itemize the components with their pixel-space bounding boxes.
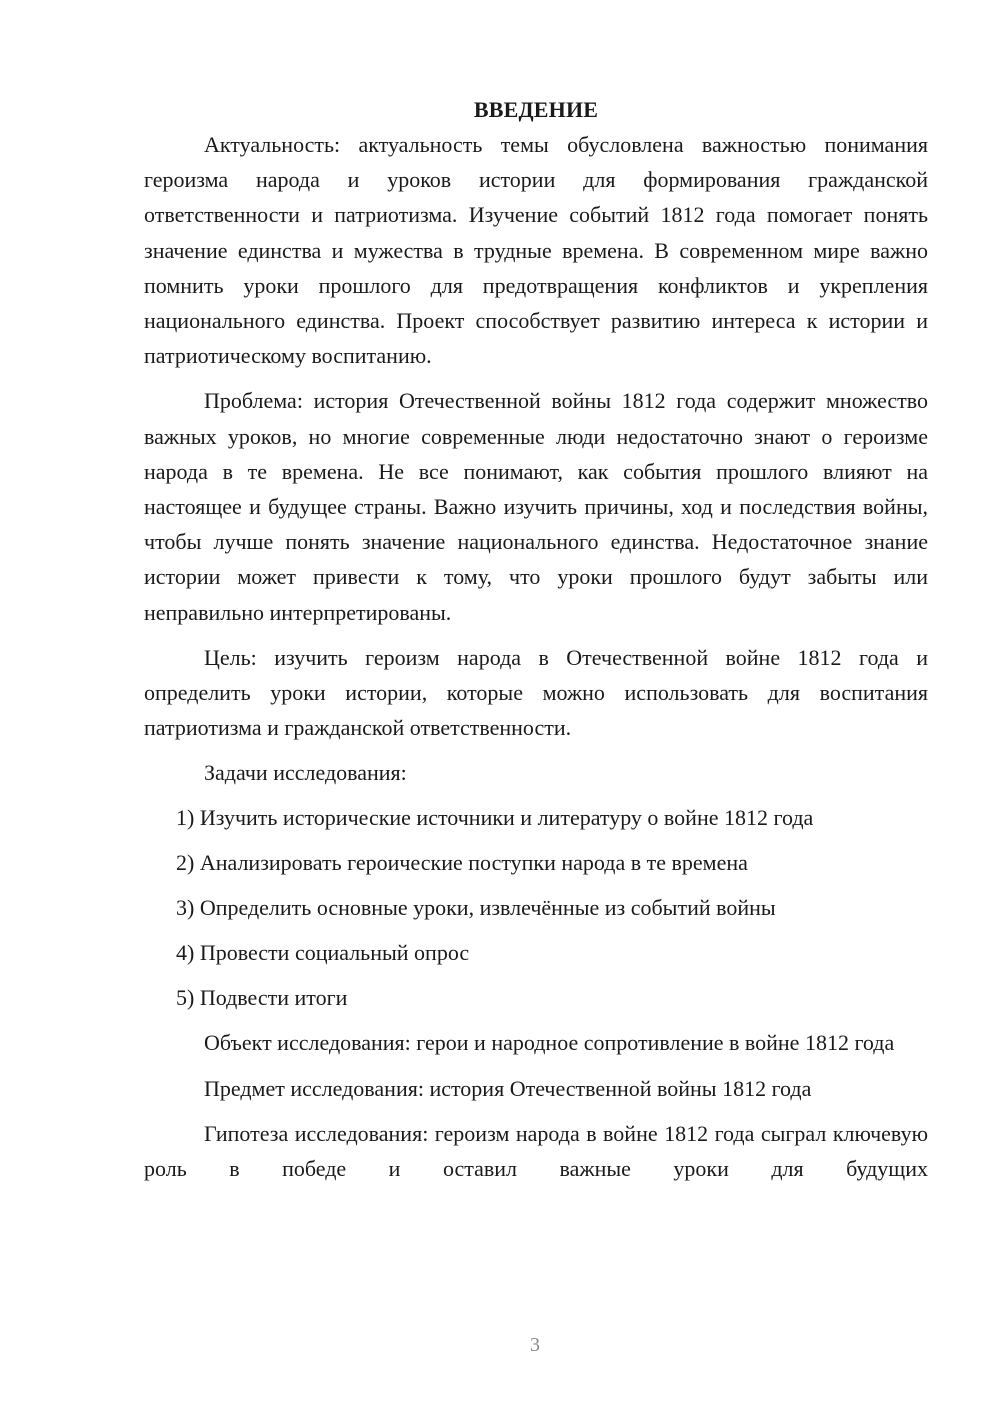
task-item-5: 5) Подвести итоги: [176, 985, 348, 1011]
subject-paragraph: Предмет исследования: история Отечественной войны 1812 года: [204, 1075, 812, 1101]
tasks-list: [144, 800, 928, 1015]
task-item-4: 4) Провести социальный опрос: [176, 940, 470, 966]
page-title: ВВЕДЕНИЕ: [473, 97, 599, 122]
hypothesis-paragraph: Гипотеза исследования: героизм народа в войне 1812 года сыграл ключевую роль в победе и оставил важные уроки для будущих: [144, 1120, 928, 1182]
task-item-1: 1) Изучить исторические источники и литературу о войне 1812 года: [176, 805, 814, 831]
task-item-2: 2) Анализировать героические поступки народа в те времена: [176, 850, 748, 876]
relevance-paragraph: Актуальность: актуальность темы обусловлена важностью понимания героизма народа и уроков истории для формирования гражданской ответственности и патриотизма. Изучение событий 1812 года помогает понять значение единства и мужества в трудные времена. В современном мире важно помнить уроки прошлого для предотвращения конфликтов и укрепления национального единства. Проект способствует развитию интереса к истории и патриотическому воспитанию.: [144, 132, 928, 369]
tasks-heading: Задачи исследования:: [204, 760, 407, 786]
goal-paragraph: Цель: изучить героизм народа в Отечественной войне 1812 года и определить уроки истории, которые можно использовать для воспитания патриотизма и гражданской ответственности.: [144, 644, 928, 741]
object-paragraph: Объект исследования: герои и народное сопротивление в войне 1812 года: [204, 1030, 895, 1056]
task-item-3: 3) Определить основные уроки, извлечённые из событий войны: [176, 895, 776, 921]
problem-paragraph: Проблема: история Отечественной войны 1812 года содержит множество важных уроков, но многие современные люди недостаточно знают о героизме народа в те времена. Не все понимают, как события прошлого влияют на настоящее и будущее страны. Важно изучить причины, ход и последствия войны, чтобы лучше понять значение национального единства. Недостаточное знание истории может привести к тому, что уроки прошлого будут забыты или неправильно интерпретированы.: [144, 388, 928, 625]
page-number: 3: [530, 1334, 540, 1356]
document-page: [144, 92, 928, 1186]
